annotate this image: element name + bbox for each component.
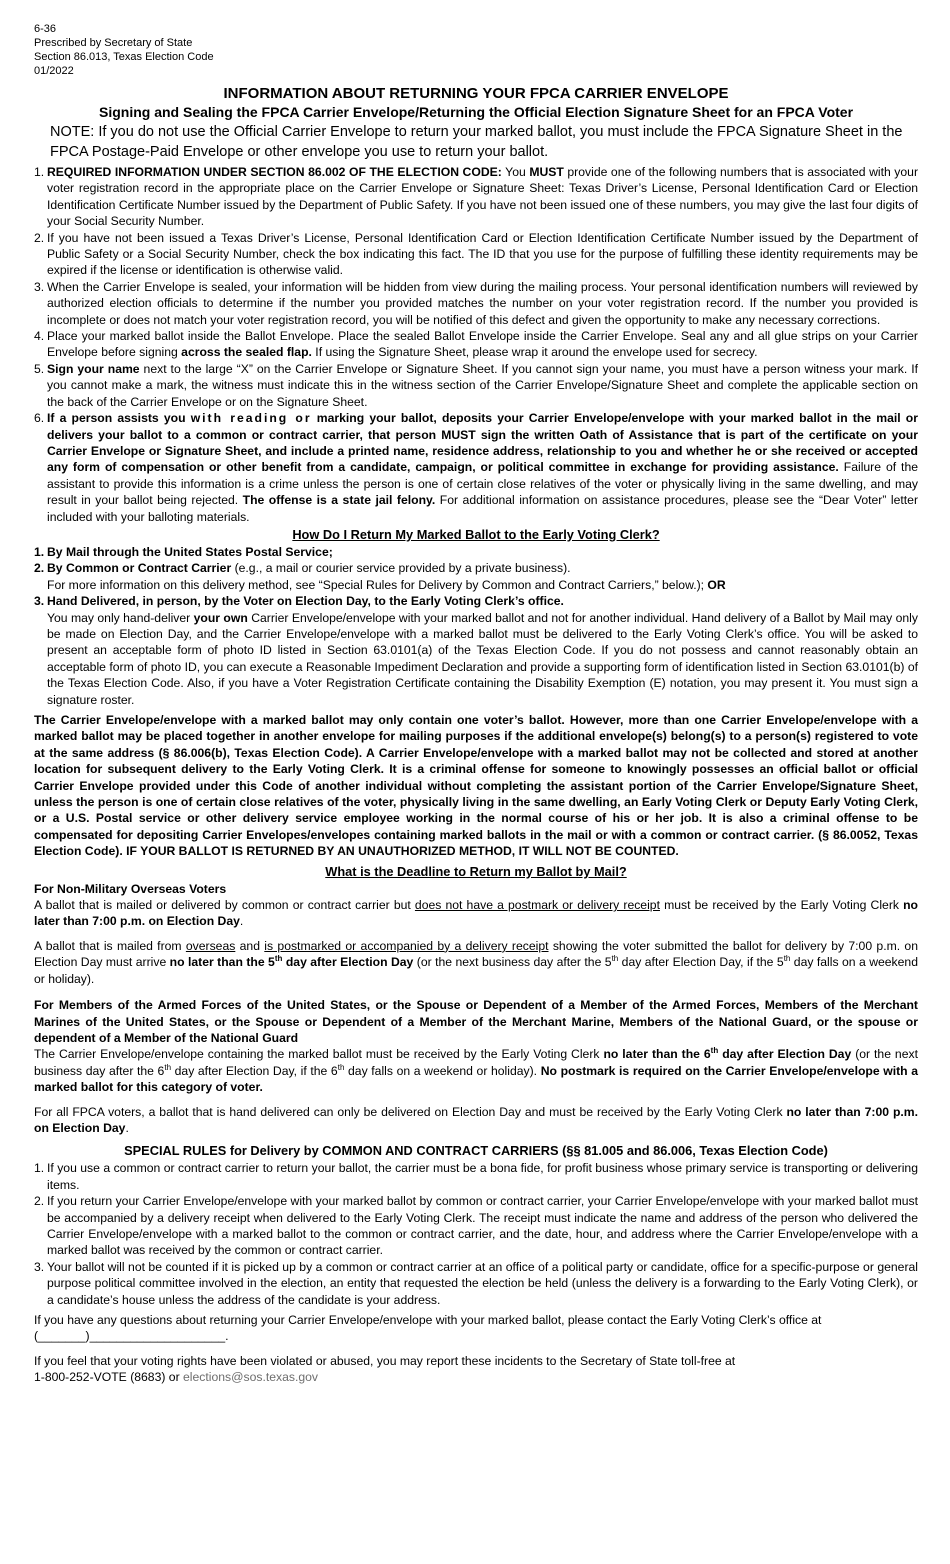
rule-item <box>34 1259 918 1308</box>
item-number: 3. <box>34 279 45 294</box>
return-method-item <box>34 560 918 576</box>
hotline-number: 1-800-252-VOTE (8683) <box>34 1370 166 1385</box>
list-item <box>34 410 918 525</box>
return-method-item <box>34 544 918 560</box>
item-number: 2. <box>34 230 45 245</box>
item-number: 3. <box>34 1259 45 1274</box>
special-rules-title: SPECIAL RULES for Delivery by COMMON AND CONTRACT CARRIERS (§§ 81.005 and 86.006, Texas Election Code) <box>124 1143 828 1159</box>
item-number: 3. <box>34 594 45 609</box>
item-text: If you have not been issued a Texas Driver’s License, Personal Identification Card or Election Identification Certificate Number issued by the Department of Public Safety or a Social Security Number, check the box indicating this fact. The ID that you use for the purpose of fulfilling these identity requirements may be expired if the license or identification is otherwise valid. <box>47 230 918 278</box>
form-prescribed: Prescribed by Secretary of State <box>34 37 193 49</box>
form-number: 6-36 <box>34 23 57 35</box>
report-text: If you feel that your voting rights have been violated or abused, you may report these incidents to the Secretary of State toll-free at <box>34 1353 736 1368</box>
return-section-title: How Do I Return My Marked Ballot to the Early Voting Clerk? <box>292 526 660 542</box>
item-number: 6. <box>34 411 45 426</box>
item-text: When the Carrier Envelope is sealed, your information will be hidden from view during the mailing process. Your personal identification numbers will reviewed by authorized election officials to determine if the number you provided matches the number on your voter registration record. If the number you provided is incomplete or does not match your voter registration record, you will be notified of this defect and given the opportunity to make any necessary corrections. <box>47 279 918 327</box>
rule-item <box>34 1160 918 1193</box>
deadline-paragraph: The Carrier Envelope/envelope containing the marked ballot must be received by the Early Voting Clerk no later than the 6th day after Election Day (or the next business day after the 6th day after Election Day, if the 6th day falls on a weekend or holiday). No postmark is required on the Carrier Envelope/envelope with a marked ballot for this category of voter. <box>34 1046 919 1095</box>
item-number: 1. <box>34 165 45 179</box>
deadline-paragraph: A ballot that is mailed or delivered by common or contract carrier but does not have a postmark or delivery receipt must be received by the Early Voting Clerk no later than 7:00 p.m. on Election Day. <box>34 898 918 929</box>
questions-text: If you have any questions about returning your Carrier Envelope/envelope with your marked ballot, please contact the Early Voting Clerk’s office at <box>34 1313 822 1327</box>
report-paragraph <box>34 1353 918 1386</box>
item-text: Your ballot will not be counted if it is picked up by a common or contract carrier at an office of a political party or candidate, office for a specific-purpose or general purpose political committee involved in the election, an entity that requested the election be held (unless the delivery is a forwarding to the Early Voting Clerk), or a candidate’s house unless the address of the candidate is your address. <box>47 1259 918 1307</box>
form-header <box>34 22 918 78</box>
item-text: If you return your Carrier Envelope/envelope with your marked ballot by common or contract carrier, your Carrier Envelope/envelope with your marked ballot must be accompanied by a delivery receipt when delivered to the Early Voting Clerk. The receipt must indicate the name and address of the person who delivered the Carrier Envelope/envelope with a marked ballot to the common or contract carrier, and the date, hour, and address where the Carrier Envelope/envelope with a marked ballot was received by the common or contract carrier. <box>47 1194 918 1258</box>
deadline-section-title: What is the Deadline to Return my Ballot by Mail? <box>325 863 627 879</box>
form-section: Section 86.013, Texas Election Code <box>34 51 214 63</box>
list-item <box>34 230 918 279</box>
warning-paragraph: The Carrier Envelope/envelope with a marked ballot may only contain one voter’s ballot. However, more than one Carrier Envelope/envelope with a marked ballot may be placed together in another envelope for mailing purposes if the additional envelope(s) belong(s) to a person(s) registered to vote at the same address (§ 86.006(b), Texas Election Code). A Carrier Envelope/envelope with a marked ballot may not be collected and stored at another location for subsequent delivery to the Early Voting Clerk. It is a criminal offense for someone to knowingly possesses an official ballot or official Carrier Envelope provided under this Code of another individual without completing the assistant portion of the Carrier Envelope/Signature Sheet, unless the person is one of certain close relatives of the voter, physically living in the same dwelling, an Early Voting Clerk or Deputy Early Voting Clerk, or a U.S. Postal service or other delivery service employee working in the normal course of his or her job. It is also a criminal offense to be compensated for depositing Carrier Envelopes/envelopes containing marked ballots in the mail or with a common or contract carrier. (§ 86.0052, Texas Election Code). IF YOUR BALLOT IS RETURNED BY AN UNAUTHORIZED METHOD, IT WILL NOT BE COUNTED. <box>34 713 918 859</box>
item-number: 2. <box>34 1194 45 1209</box>
deadline-paragraph: A ballot that is mailed from overseas and is postmarked or accompanied by a delivery receipt showing the voter submitted the ballot for delivery by 7:00 p.m. on Election Day must arrive no later than the 5th day after Election Day (or the next business day after the 5th day after Election Day, if the 5th day falls on a weekend or holiday). <box>34 938 918 986</box>
email-link[interactable]: elections@sos.texas.gov <box>183 1370 319 1385</box>
phone-blank: (_______)____________________. <box>34 1329 229 1344</box>
item-text: If you use a common or contract carrier to return your ballot, the carrier must be a bona fide, for profit business whose primary service is transporting or delivering items. <box>47 1161 918 1192</box>
item-text: REQUIRED INFORMATION UNDER SECTION 86.002 OF THE ELECTION CODE: You MUST provide one of the following numbers that is associated with your voter registration record in the appropriate place on the Carrier Envelope or Signature Sheet: Texas Driver’s License, Personal Identification Card or Election Identification Certificate Number issued by the Department of Public Safety. If you have not been issued one of these numbers, you may give the last four digits of your Social Security Number. <box>47 165 919 229</box>
non-military-heading: For Non-Military Overseas Voters <box>34 881 227 896</box>
return-method-item <box>34 593 918 609</box>
item-continuation: You may only hand-deliver your own Carrier Envelope/envelope with your marked ballot and not for another individual. Hand delivery of a Ballot by Mail may only be made on Election Day, and the Carrier Envelope/envelope with a marked ballot must be delivered to the Early Voting Clerk’s office. You will be asked to present an acceptable form of photo ID listed in Section 63.0101(a) of the Texas Election Code. If you do not possess and cannot reasonably obtain an acceptable form of photo ID, you can execute a Reasonable Impediment Declaration and provide a supporting form of identification listed in Section 63.0101(b) of the Texas Election Code. Also, if you have a Voter Registration Certificate containing the Disability Exemption (E) notation, you may present it. You must sign a signature roster. <box>47 610 918 707</box>
item-text: By Mail through the United States Postal Service; <box>47 544 333 559</box>
contact-paragraph <box>34 1312 918 1345</box>
list-item <box>34 279 918 328</box>
form-date: 01/2022 <box>34 65 74 77</box>
item-number: 1. <box>34 544 45 559</box>
item-text: Hand Delivered, in person, by the Voter on Election Day, to the Early Voting Clerk’s office. <box>47 594 564 609</box>
page-subtitle: Signing and Sealing the FPCA Carrier Envelope/Returning the Official Election Signature Sheet for an FPCA Voter <box>98 104 854 120</box>
list-item <box>34 361 918 410</box>
item-number: 5. <box>34 361 45 376</box>
item-number: 4. <box>34 329 45 344</box>
note-paragraph: NOTE: If you do not use the Official Carrier Envelope to return your marked ballot, you must include the FPCA Signature Sheet in the FPCA Postage-Paid Envelope or other envelope you use to return your ballot. <box>50 124 903 160</box>
list-item <box>34 164 918 230</box>
item-number: 1. <box>34 1161 45 1176</box>
item-continuation: For more information on this delivery method, see “Special Rules for Delivery by Common and Contract Carriers,” below.); OR <box>47 577 726 592</box>
item-text: Sign your name next to the large “X” on the Carrier Envelope or Signature Sheet. If you cannot sign your name, you must have a person witness your mark. If you cannot make a mark, the witness must indicate this in the witness section of the Carrier Envelope/Signature Sheet and complete the applicable section on the back of the Carrier Envelope or on the Signature Sheet. <box>47 361 918 409</box>
item-text: Place your marked ballot inside the Ballot Envelope. Place the sealed Ballot Envelope inside the Carrier Envelope. Seal any and all glue strips on your Carrier Envelope before signing across the sealed flap. If using the Signature Sheet, please wrap it around the envelope used for secrecy. <box>47 329 918 360</box>
item-text: If a person assists you with reading or marking your ballot, deposits your Carrier Envelope/envelope with your marked ballot in the mail or delivers your ballot to a common or contract carrier, that person MUST sign the written Oath of Assistance that is part of the certificate on your Carrier Envelope or Signature Sheet, and include a printed name, residence address, relationship to you and whether he or she received or accepted any form of compensation or other benefit from a candidate, campaign, or political committee in exchange for providing assistance. Failure of the assistant to provide this information is a crime unless the person is one of certain close relatives of the voter or physically living in the same dwelling, and may result in your ballot being rejected. The offense is a state jail felony. For additional information on assistance procedures, please see the “Dear Voter” letter included with your balloting materials. <box>47 411 919 524</box>
item-text: By Common or Contract Carrier (e.g., a mail or courier service provided by a private business). <box>47 561 571 576</box>
military-heading: For Members of the Armed Forces of the United States, or the Spouse or Dependent of a Member of the Armed Forces, Members of the Merchant Marines of the United States, or the Spouse or Dependent of a Member of the Merchant Marine, Members of the National Guard, or the spouse or dependent of a Member of the National Guard <box>34 998 918 1045</box>
rule-item <box>34 1193 918 1259</box>
list-item <box>34 328 918 361</box>
report-contact: 1-800-252-VOTE (8683) or elections@sos.texas.gov <box>34 1370 319 1385</box>
page-title: INFORMATION ABOUT RETURNING YOUR FPCA CARRIER ENVELOPE <box>223 85 729 102</box>
item-number: 2. <box>34 561 45 576</box>
deadline-paragraph: For all FPCA voters, a ballot that is hand delivered can only be delivered on Election Day and must be received by the Early Voting Clerk no later than 7:00 p.m. on Election Day. <box>34 1104 918 1135</box>
